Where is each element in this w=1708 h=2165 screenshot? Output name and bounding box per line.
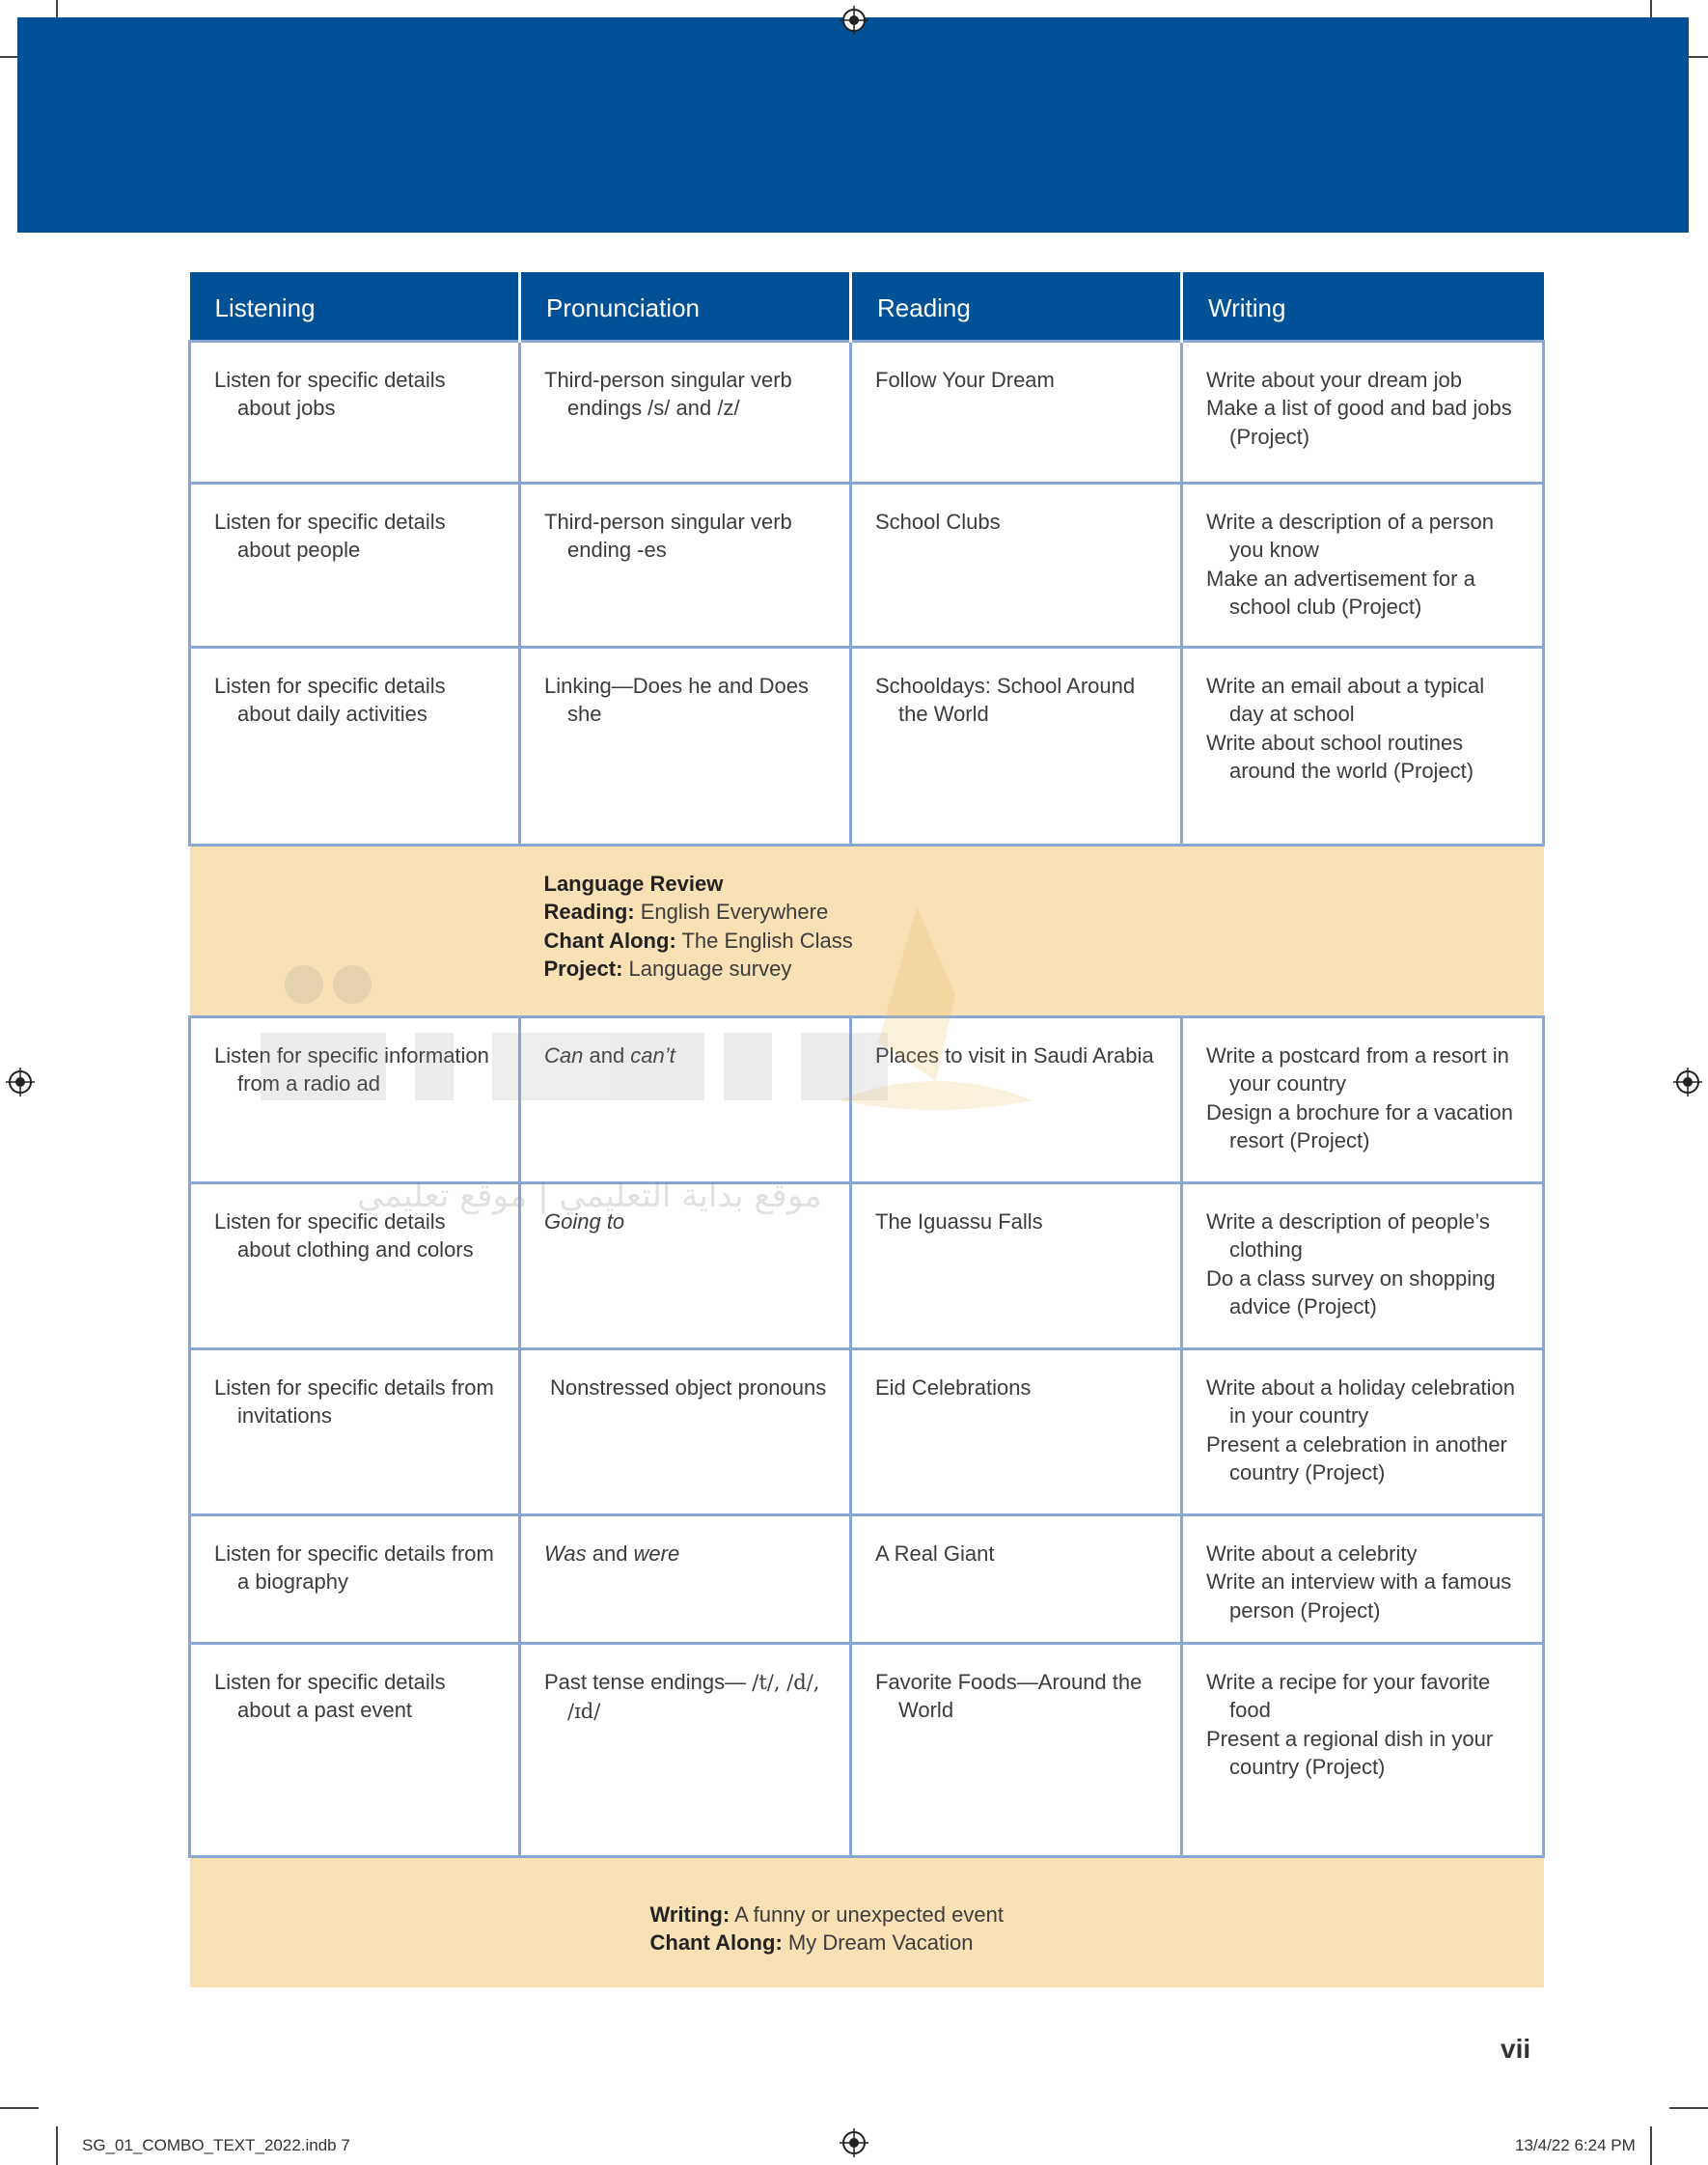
cell-text: The Iguassu Falls (875, 1208, 1043, 1234)
review-cell (190, 1856, 1544, 1987)
cell-text: Listen for specific information from a radio ad (214, 1042, 489, 1096)
cell-text: Favorite Foods—Around the World (875, 1669, 1143, 1722)
cell-text: Eid Celebrations (875, 1374, 1032, 1400)
pronunciation-cell (520, 483, 851, 647)
cell-text: Listen for specific details about people (214, 509, 446, 562)
listening-cell (190, 1348, 520, 1514)
writing-item: Do a class survey on shopping advice (Project) (1206, 1265, 1496, 1318)
review-row (190, 1856, 1544, 1987)
writing-item: Write a description of a person you know (1206, 509, 1494, 562)
cell-text: Follow Your Dream (875, 367, 1055, 392)
review-value: Language survey (628, 957, 792, 981)
cell-text: Places to visit in Saudi Arabia (875, 1042, 1154, 1068)
writing-cell (1182, 1016, 1544, 1182)
print-slug-file: SG_01_COMBO_TEXT_2022.indb 7 (82, 2136, 350, 2154)
writing-item: Write about a holiday celebration in your country (1206, 1374, 1516, 1428)
writing-cell (1182, 647, 1544, 845)
writing-item: Write about your dream job (1206, 367, 1462, 392)
print-slug-date: 13/4/22 6:24 PM (1515, 2136, 1636, 2154)
review-cell (190, 845, 1544, 1016)
reading-cell (851, 1182, 1182, 1348)
review-label: Reading: (543, 900, 635, 924)
registration-mark-icon (1673, 1068, 1702, 1096)
table-row (190, 483, 1544, 647)
review-label: Writing: (649, 1901, 730, 1927)
cell-text: A Real Giant (875, 1540, 995, 1566)
header-listening: Listening (190, 272, 520, 341)
reading-cell (851, 1643, 1182, 1856)
reading-cell (851, 647, 1182, 845)
pronunciation-cell (520, 1182, 851, 1348)
cell-text: Third-person singular verb endings /s/ and /z/ (544, 367, 792, 420)
table-row (190, 1016, 1544, 1182)
page-number: vii (1501, 2034, 1531, 2064)
writing-item: Write a description of people’s clothing (1206, 1208, 1490, 1262)
reading-cell (851, 1348, 1182, 1514)
syllabus-table (188, 272, 1545, 1987)
reading-cell (851, 1016, 1182, 1182)
cell-text: Listen for specific details about clothing and colors (214, 1208, 474, 1262)
cell-text: Listen for specific details from a biography (214, 1540, 494, 1594)
cell-text: Third-person singular verb ending -es (544, 509, 792, 562)
writing-item: Write a postcard from a resort in your country (1206, 1042, 1509, 1096)
listening-cell (190, 341, 520, 483)
svg-text:موقع بداية التعليمي | موقع تعل: موقع بداية التعليمي | موقع تعليمي (357, 1177, 822, 1215)
review-title: Language Review (543, 871, 724, 896)
writing-item: Present a regional dish in your country (Project) (1206, 1726, 1494, 1779)
reading-cell (851, 341, 1182, 483)
cell-text: Listen for specific details about daily activities (214, 673, 446, 726)
registration-mark-icon (840, 6, 868, 35)
cell-text: Was and were (544, 1540, 680, 1566)
writing-item: Write an email about a typical day at school (1206, 673, 1485, 726)
review-block (190, 1858, 1544, 1957)
writing-cell (1182, 1348, 1544, 1514)
registration-mark-icon (6, 1068, 35, 1096)
cell-text: School Clubs (875, 509, 1001, 534)
writing-cell (1182, 1514, 1544, 1643)
pronunciation-cell (520, 1514, 851, 1643)
cell-text: Listen for specific details from invitations (214, 1374, 494, 1428)
cell-text: Past tense endings— /t/, /d/, /ɪd/ (544, 1669, 820, 1723)
writing-item: Write about school routines around the world (Project) (1206, 730, 1474, 783)
writing-item: Design a brochure for a vacation resort (Project) (1206, 1099, 1513, 1152)
table-row (190, 1348, 1544, 1514)
listening-cell (190, 647, 520, 845)
review-value: English Everywhere (640, 900, 829, 924)
table-row (190, 647, 1544, 845)
listening-cell (190, 1182, 520, 1348)
review-value: My Dream Vacation (787, 1930, 974, 1955)
listening-cell (190, 1016, 520, 1182)
header-reading: Reading (851, 272, 1182, 341)
cell-text: Linking—Does he and Does she (544, 673, 809, 726)
reading-cell (851, 483, 1182, 647)
review-row (190, 845, 1544, 1016)
writing-cell (1182, 483, 1544, 647)
header-pronunciation: Pronunciation (520, 272, 851, 341)
cell-text: Can and can’t (544, 1042, 675, 1068)
cell-text: Going to (544, 1208, 625, 1234)
table-header-row (190, 272, 1544, 341)
crop-mark (0, 2107, 39, 2109)
pronunciation-cell (520, 1016, 851, 1182)
review-value: The English Class (681, 928, 853, 953)
pronunciation-cell (520, 341, 851, 483)
registration-mark-icon (840, 2128, 868, 2157)
crop-mark (56, 2126, 58, 2165)
writing-cell (1182, 1643, 1544, 1856)
cell-text: Nonstressed object pronouns (550, 1374, 827, 1400)
cell-text: Schooldays: School Around the World (875, 673, 1136, 726)
listening-cell (190, 1643, 520, 1856)
cell-text: Listen for specific details about a past event (214, 1669, 446, 1722)
pronunciation-cell (520, 647, 851, 845)
header-writing: Writing (1182, 272, 1544, 341)
writing-item: Make a list of good and bad jobs (Project) (1206, 396, 1512, 449)
writing-item: Present a celebration in another country (Project) (1206, 1431, 1507, 1485)
writing-cell (1182, 1182, 1544, 1348)
review-label: Chant Along: (649, 1930, 783, 1955)
review-label: Chant Along: (543, 928, 676, 953)
crop-mark (1669, 2107, 1708, 2109)
top-banner (17, 17, 1689, 233)
pronunciation-cell (520, 1643, 851, 1856)
review-value: A funny or unexpected event (734, 1901, 1004, 1927)
pronunciation-cell (520, 1348, 851, 1514)
writing-cell (1182, 341, 1544, 483)
writing-item: Write an interview with a famous person (Project) (1206, 1569, 1512, 1623)
writing-item: Make an advertisement for a school club (Project) (1206, 566, 1475, 619)
writing-item: Write about a celebrity (1206, 1540, 1418, 1566)
table-row (190, 341, 1544, 483)
listening-cell (190, 483, 520, 647)
listening-cell (190, 1514, 520, 1643)
table-row (190, 1643, 1544, 1856)
table-row (190, 1182, 1544, 1348)
review-label: Project: (543, 957, 623, 981)
crop-mark (1650, 2126, 1652, 2165)
review-block (190, 847, 1544, 984)
reading-cell (851, 1514, 1182, 1643)
cell-text: Listen for specific details about jobs (214, 367, 446, 420)
writing-item: Write a recipe for your favorite food (1206, 1669, 1491, 1722)
table-row (190, 1514, 1544, 1643)
